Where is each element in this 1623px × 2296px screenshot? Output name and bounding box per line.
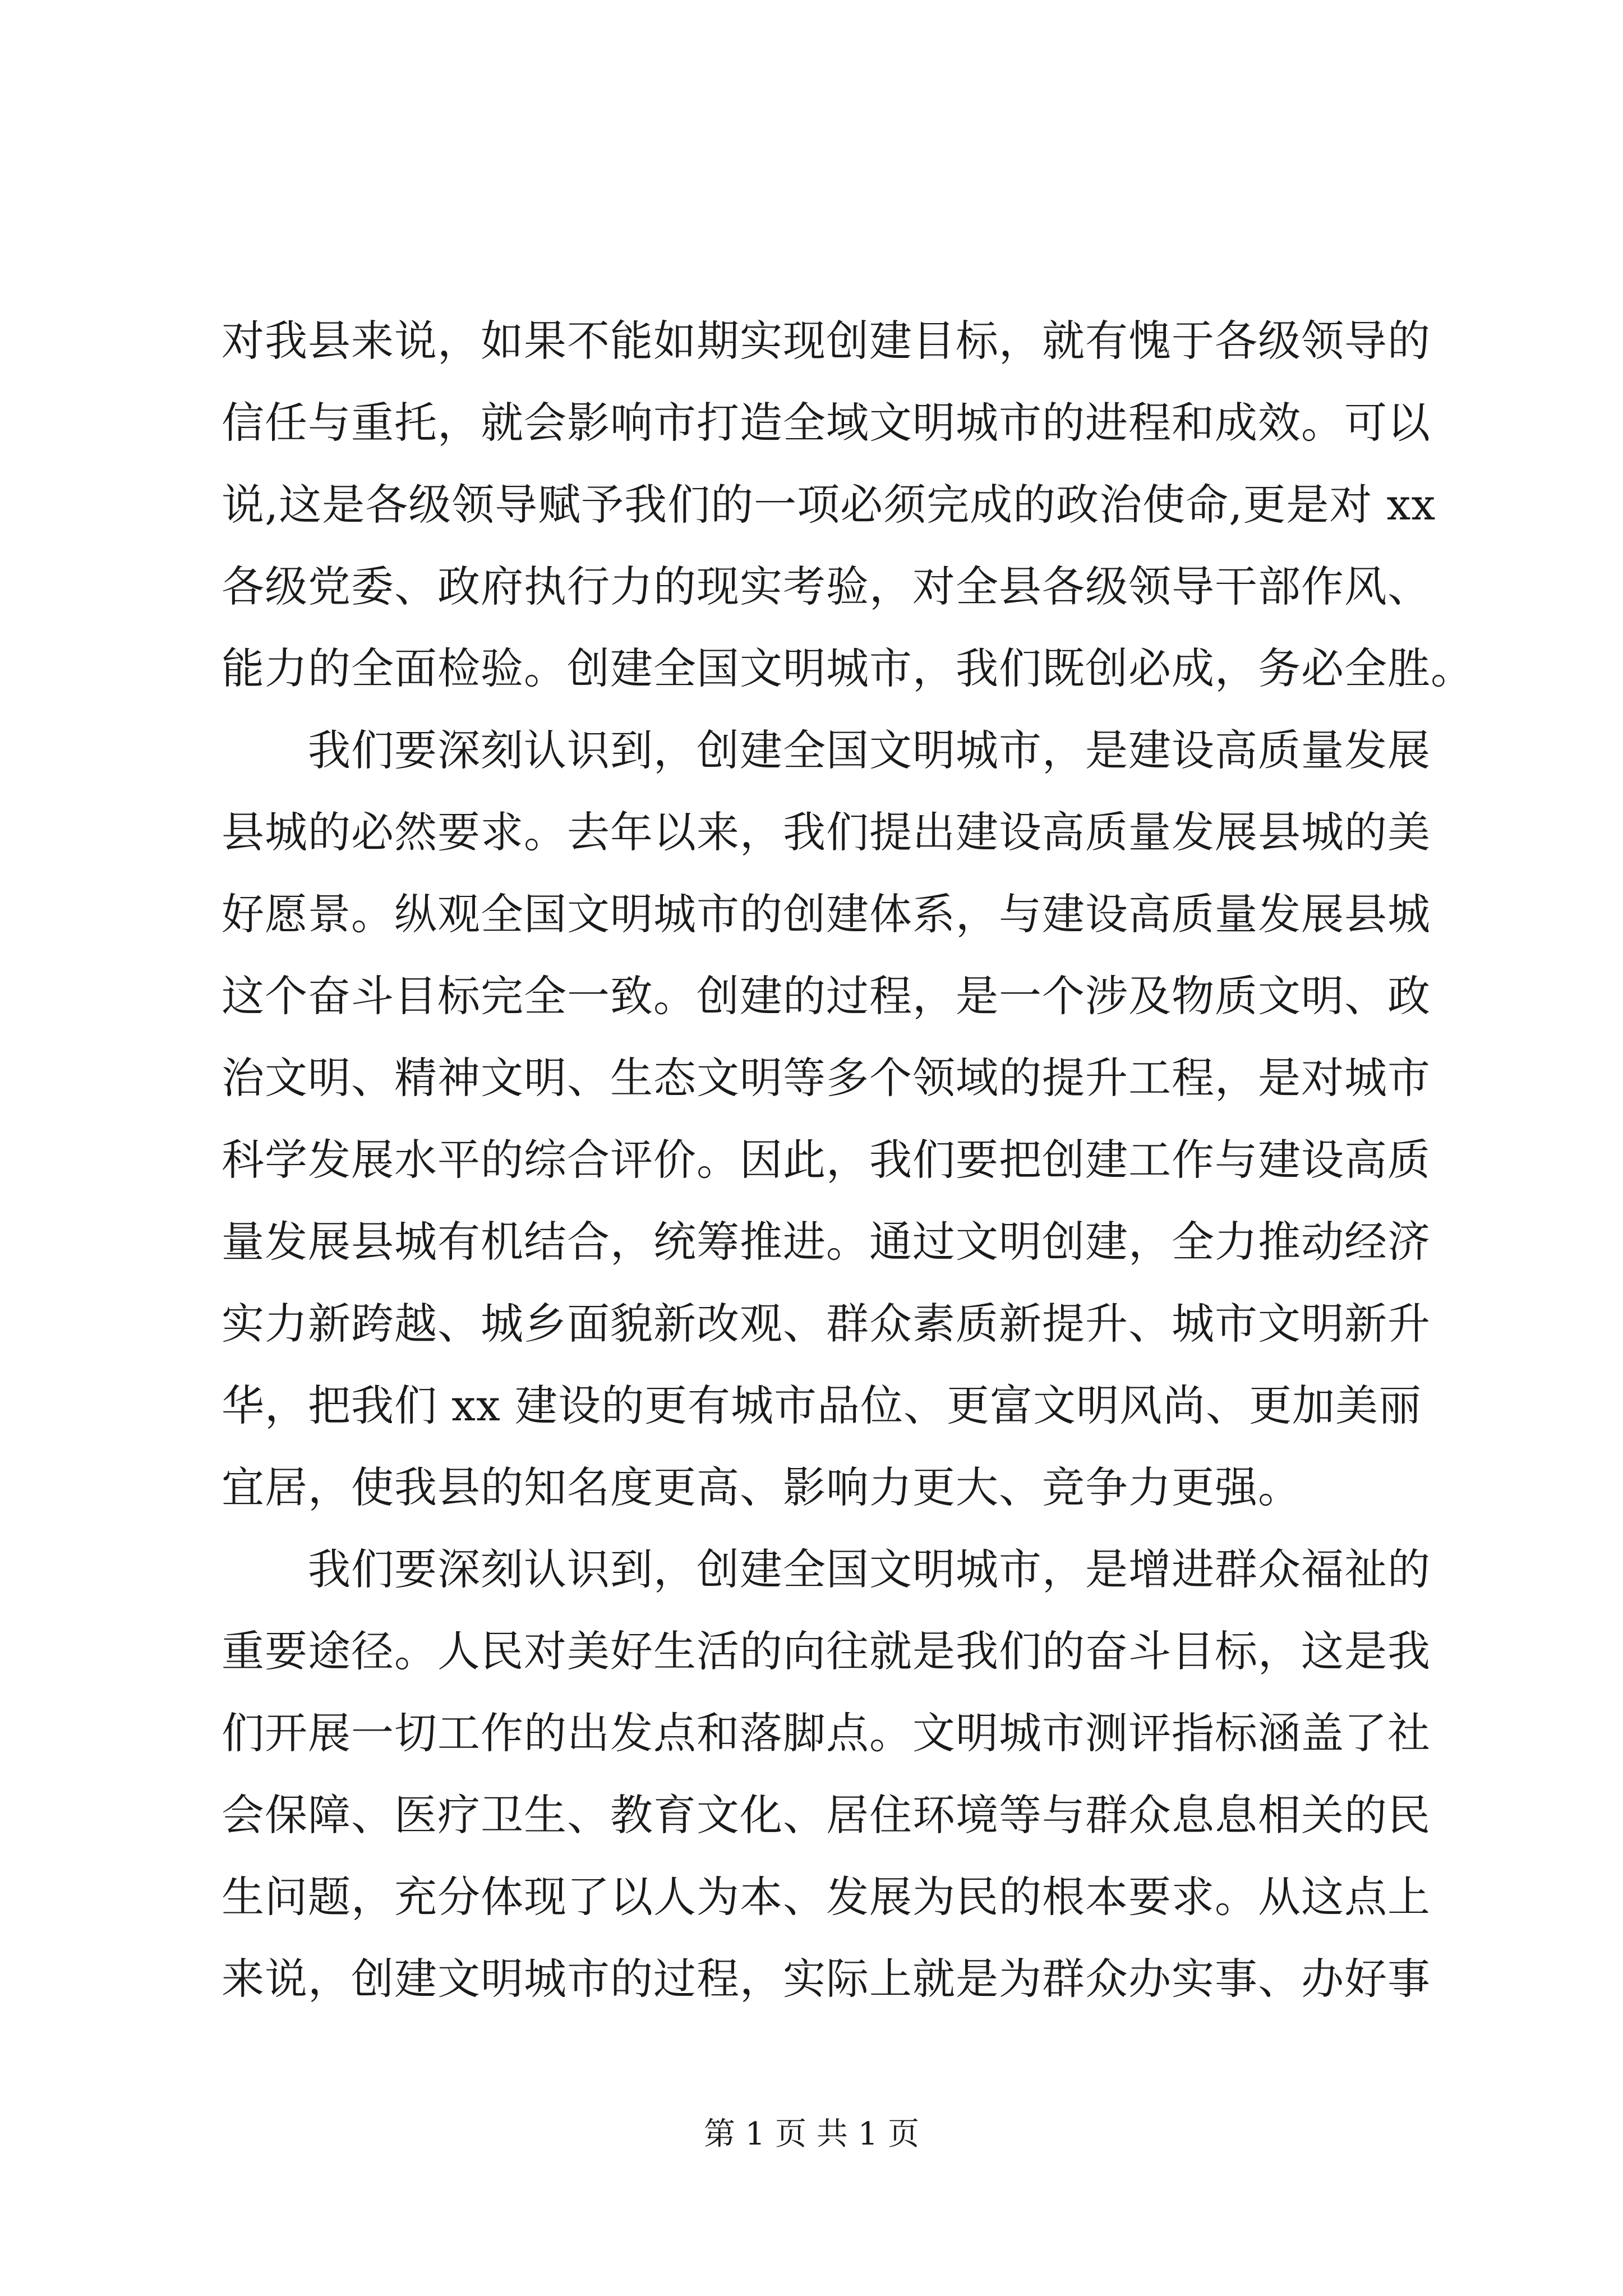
text-line: 能力的全面检验。创建全国文明城市，我们既创必成，务必全胜。 — [222, 643, 1474, 693]
text-line: 这个奋斗目标完全一致。创建的过程，是一个涉及物质文明、政 — [222, 971, 1431, 1021]
text-line: 说,这是各级领导赋予我们的一项必须完成的政治使命,更是对 xx — [222, 480, 1436, 530]
text-line: 好愿景。纵观全国文明城市的创建体系，与建设高质量发展县城 — [222, 889, 1431, 939]
text-line: 各级党委、政府执行力的现实考验，对全县各级领导干部作风、 — [222, 562, 1431, 611]
page-footer: 第 1 页 共 1 页 — [703, 2116, 920, 2152]
paragraph — [222, 1529, 1431, 2020]
text-line: 治文明、精神文明、生态文明等多个领域的提升工程，是对城市 — [222, 1053, 1431, 1103]
paragraph — [222, 710, 1431, 1529]
text-line: 科学发展水平的综合评价。因此，我们要把创建工作与建设高质 — [222, 1135, 1431, 1185]
text-line: 生问题，充分体现了以人为本、发展为民的根本要求。从这点上 — [222, 1872, 1431, 1922]
text-line: 会保障、医疗卫生、教育文化、居住环境等与群众息息相关的民 — [222, 1790, 1431, 1840]
text-line: 我们要深刻认识到，创建全国文明城市，是增进群众福祉的 — [308, 1544, 1431, 1594]
text-line: 宜居，使我县的知名度更高、影响力更大、竞争力更强。 — [222, 1462, 1301, 1512]
text-line: 们开展一切工作的出发点和落脚点。文明城市测评指标涵盖了社 — [222, 1708, 1431, 1758]
text-line: 信任与重托，就会影响市打造全域文明城市的进程和成效。可以 — [222, 398, 1431, 448]
text-line: 县城的必然要求。去年以来，我们提出建设高质量发展县城的美 — [222, 807, 1431, 857]
paragraph — [222, 300, 1474, 710]
text-line: 重要途径。人民对美好生活的向往就是我们的奋斗目标，这是我 — [222, 1626, 1431, 1676]
text-line: 实力新跨越、城乡面貌新改观、群众素质新提升、城市文明新升 — [222, 1299, 1431, 1349]
text-line: 华，把我们 xx 建设的更有城市品位、更富文明风尚、更加美丽 — [222, 1381, 1422, 1430]
text-line: 对我县来说，如果不能如期实现创建目标，就有愧于各级领导的 — [222, 316, 1431, 366]
text-line: 来说，创建文明城市的过程，实际上就是为群众办实事、办好事 — [222, 1954, 1431, 2004]
document-body — [222, 300, 1474, 2020]
text-line: 我们要深刻认识到，创建全国文明城市，是建设高质量发展 — [308, 725, 1431, 775]
text-line: 量发展县城有机结合，统筹推进。通过文明创建，全力推动经济 — [222, 1217, 1431, 1267]
